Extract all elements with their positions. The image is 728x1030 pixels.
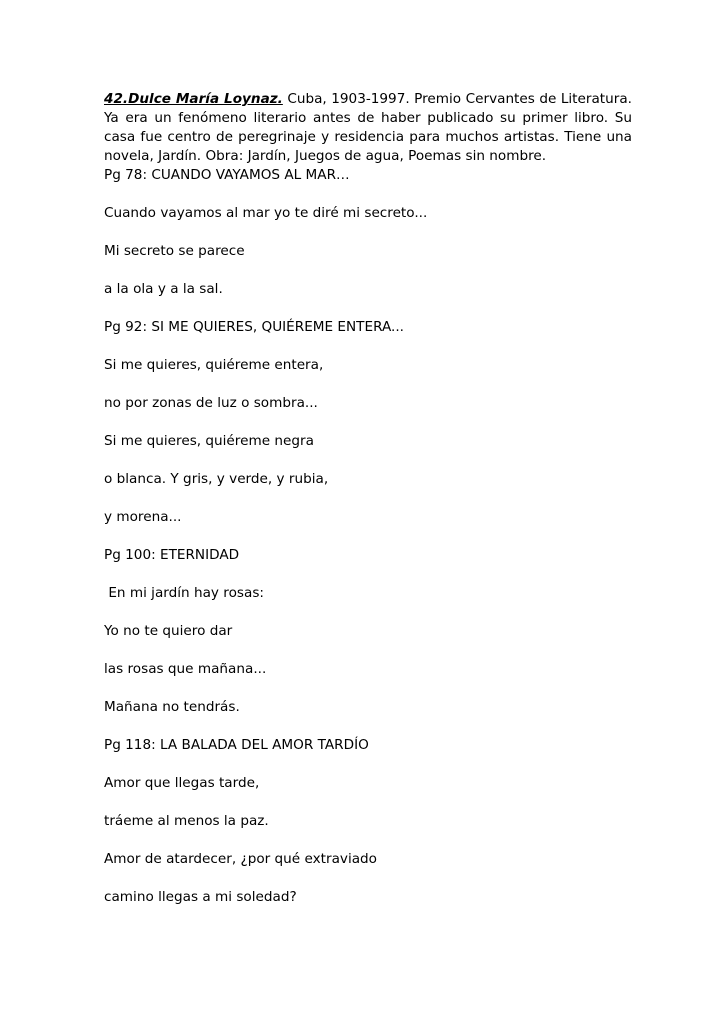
poem-line: camino llegas a mi soledad? bbox=[104, 889, 297, 905]
poem-line: Amor de atardecer, ¿por qué extraviado bbox=[104, 851, 377, 867]
intro-text: Cuba, 1903-1997. Premio Cervantes de Literatura. Ya era un fenómeno literario antes de haber publicado su primer libro. Su casa fue centro de peregrinaje y residencia para muchos artistas. Tiene una novela, Jardín. Obra: Jardín, Juegos de agua, Poemas sin nombre. bbox=[104, 91, 632, 164]
poem-line: Si me quieres, quiéreme negra bbox=[104, 433, 314, 449]
poem-line: no por zonas de luz o sombra... bbox=[104, 395, 318, 411]
poem-line: tráeme al menos la paz. bbox=[104, 813, 269, 829]
poem-line: las rosas que mañana... bbox=[104, 661, 267, 677]
poem-line: Amor que llegas tarde, bbox=[104, 775, 260, 791]
intro-paragraph bbox=[104, 90, 632, 185]
poem-line: Mi secreto se parece bbox=[104, 243, 245, 259]
section-heading-pg92: Pg 92: SI ME QUIERES, QUIÉREME ENTERA... bbox=[104, 319, 404, 335]
poem-line: Cuando vayamos al mar yo te diré mi secreto... bbox=[104, 205, 428, 221]
author-name: 42.Dulce María Loynaz. bbox=[104, 91, 283, 107]
poem-line: o blanca. Y gris, y verde, y rubia, bbox=[104, 471, 329, 487]
poem-line: y morena... bbox=[104, 509, 182, 525]
section-heading-pg118: Pg 118: LA BALADA DEL AMOR TARDÍO bbox=[104, 737, 369, 753]
poem-line: Si me quieres, quiéreme entera, bbox=[104, 357, 324, 373]
poem-line: Yo no te quiero dar bbox=[104, 623, 233, 639]
section-heading-pg100: Pg 100: ETERNIDAD bbox=[104, 547, 240, 563]
poem-line: En mi jardín hay rosas: bbox=[104, 585, 264, 601]
poem-line: Mañana no tendrás. bbox=[104, 699, 240, 715]
poem-line: a la ola y a la sal. bbox=[104, 281, 223, 297]
section-heading-pg78: Pg 78: CUANDO VAYAMOS AL MAR… bbox=[104, 167, 350, 183]
document-content bbox=[104, 90, 632, 907]
